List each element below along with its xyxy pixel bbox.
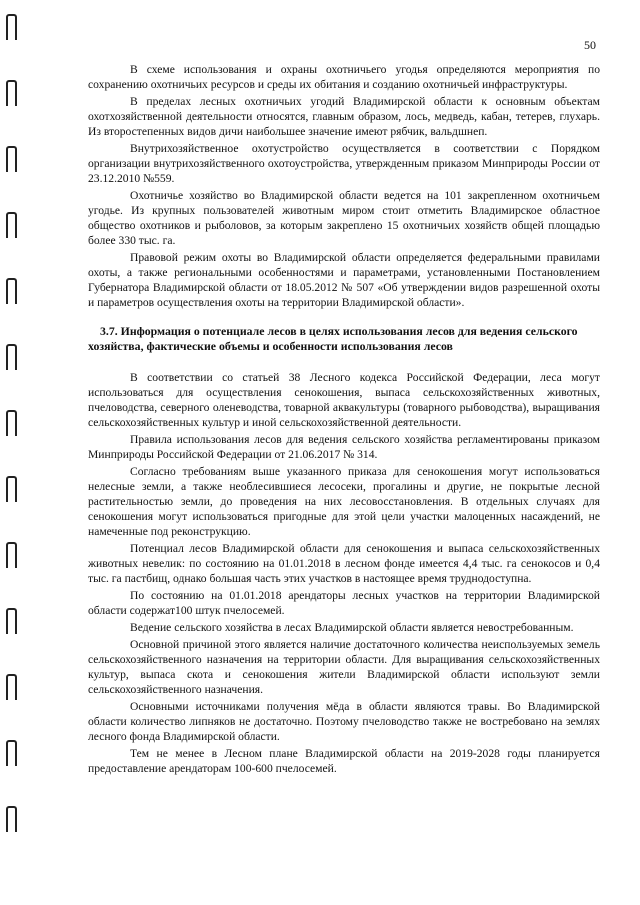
binding-ring — [6, 806, 16, 832]
binding-ring — [6, 542, 16, 568]
binding-ring — [6, 80, 16, 106]
paragraph: Ведение сельского хозяйства в лесах Владимирской области является невостребованным. — [130, 621, 574, 634]
paragraph: Потенциал лесов Владимирской области для сенокошения и выпаса сельскохозяйственных животных невелик: по состоянию на 01.01.2018 в лесном фонде имеется 4,4 тыс. га сенокосов и 0,4 тыс. га пастбищ, однако большая часть этих участков в настоящее время труднодоступна. — [88, 542, 600, 585]
binding-ring — [6, 410, 16, 436]
paragraph: По состоянию на 01.01.2018 арендаторы лесных участков на территории Владимирской области содержат100 штук пчелосемей. — [88, 589, 600, 617]
page-number: 50 — [584, 38, 596, 52]
paragraph: Правовой режим охоты во Владимирской области определяется федеральными правилами охоты, а также региональными особенностями и параметрами, установленными Постановлением Губернатора Владимирской области от 18.05.2012 № 507 «Об утверждении видов разрешенной охоты и параметров осуществления охоты на территории Владимирской области». — [88, 251, 600, 309]
paragraph: Правила использования лесов для ведения сельского хозяйства регламентированы приказом Минприроды Российской Федерации от 21.06.2017 № 314. — [88, 433, 600, 461]
paragraph: Согласно требованиям выше указанного приказа для сенокошения могут использоваться нелесные земли, а также необлесившиеся лесосеки, прогалины и другие, не покрытые лесной растительностью земли, до проведения на них лесовосстановления. В отдельных случаях для сенокошения могут использоваться пригодные для этой цели участки малоценных насаждений, не намеченные под реконструкцию. — [88, 465, 600, 538]
binding-ring — [6, 344, 16, 370]
paragraph: Основной причиной этого является наличие достаточного количества неиспользуемых земель сельскохозяйственного назначения на территории области. Для выращивания сельскохозяйственных культур, выпаса скота и сенокошения жители Владимирской области используют земли сельскохозяйственного назначения. — [88, 638, 600, 696]
paragraph: В соответствии со статьей 38 Лесного кодекса Российской Федерации, леса могут использоваться для осуществления сенокошения, выпаса сельскохозяйственных животных, пчеловодства, северного оленеводства, товарной аквакультуры (товарного рыбоводства), выращивания сельскохозяйственных культур и иной сельскохозяйственной деятельности. — [88, 371, 600, 429]
section-heading: 3.7. Информация о потенциале лесов в целях использования лесов для ведения сельского хозяйства, фактические объемы и особенности использования лесов — [88, 324, 578, 353]
paragraph: Основными источниками получения мёда в области являются травы. Во Владимирской области количество липняков не достаточно. Поэтому пчеловодство также не востребовано на землях лесного фонда Владимирской области. — [88, 700, 600, 743]
binding-ring — [6, 740, 16, 766]
document-body — [88, 62, 600, 778]
binding-ring — [6, 476, 16, 502]
binding-ring — [6, 14, 16, 40]
binding-rings — [6, 0, 20, 905]
paragraph: В пределах лесных охотничьих угодий Владимирской области к основным объектам охотхозяйственной деятельности относятся, главным образом, лось, медведь, кабан, тетерев, глухарь. Из второстепенных видов дичи наибольшее значение имеют рябчик, вальдшнеп. — [88, 95, 600, 138]
binding-ring — [6, 146, 16, 172]
paragraph: В схеме использования и охраны охотничьего угодья определяются мероприятия по сохранению охотничьих ресурсов и среды их обитания и созданию охотничьей инфраструктуры. — [88, 63, 600, 91]
binding-ring — [6, 278, 16, 304]
paragraph: Тем не менее в Лесном плане Владимирской области на 2019-2028 годы планируется предоставление арендаторам 100-600 пчелосемей. — [88, 747, 600, 775]
binding-ring — [6, 608, 16, 634]
paragraph: Охотничье хозяйство во Владимирской области ведется на 101 закрепленном охотничьем угодье. Из крупных пользователей животным миром стоит отметить Владимирское областное общество охотников и рыболовов, за которым закреплено 15 охотничьих хозяйств общей площадью более 330 тыс. га. — [88, 189, 600, 247]
binding-ring — [6, 674, 16, 700]
paragraph: Внутрихозяйственное охотустройство осуществляется в соответствии с Порядком организации внутрихозяйственного охотоустройства, утвержденным приказом Минприроды России от 23.12.2010 №559. — [88, 142, 600, 185]
binding-ring — [6, 212, 16, 238]
